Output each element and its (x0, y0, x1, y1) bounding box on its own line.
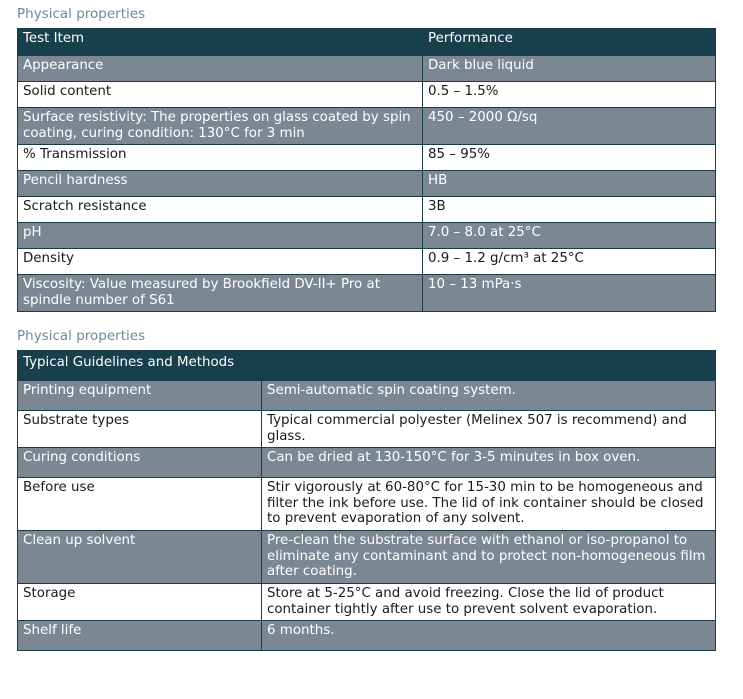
performance-cell: 7.0 – 8.0 at 25°C (423, 223, 716, 249)
table-row (18, 171, 716, 197)
guidelines-methods-table (17, 350, 716, 651)
performance-cell: 450 – 2000 Ω/sq (423, 108, 716, 145)
test-performance-table (17, 28, 716, 312)
performance-cell: 0.5 – 1.5% (423, 82, 716, 108)
table-row (18, 531, 716, 584)
test-item-cell: Viscosity: Value measured by Brookfield DV-II+ Pro at spindle number of S61 (18, 275, 423, 312)
header-performance: Performance (423, 29, 716, 56)
guideline-value-cell: Typical commercial polyester (Melinex 507 is recommend) and glass. (262, 411, 716, 448)
table-row (18, 584, 716, 621)
table-row (18, 381, 716, 411)
guideline-label-cell: Substrate types (18, 411, 262, 448)
performance-cell: HB (423, 171, 716, 197)
guideline-label-cell: Storage (18, 584, 262, 621)
performance-cell: 10 – 13 mPa·s (423, 275, 716, 312)
test-item-cell: Density (18, 249, 423, 275)
guideline-value-cell: Store at 5-25°C and avoid freezing. Close the lid of product container tightly after use to prevent solvent evaporation. (262, 584, 716, 621)
test-item-cell: pH (18, 223, 423, 249)
test-item-cell: % Transmission (18, 145, 423, 171)
table-row (18, 82, 716, 108)
guideline-value-cell: Can be dried at 130-150°C for 3-5 minutes in box oven. (262, 448, 716, 478)
performance-cell: 0.9 – 1.2 g/cm³ at 25°C (423, 249, 716, 275)
section-title-physical-properties-2: Physical properties (17, 328, 146, 344)
guideline-value-cell: 6 months. (262, 621, 716, 651)
header-test-item: Test Item (18, 29, 423, 56)
test-item-cell: Solid content (18, 82, 423, 108)
table-row (18, 145, 716, 171)
test-item-cell: Pencil hardness (18, 171, 423, 197)
table-row (18, 478, 716, 531)
guideline-label-cell: Before use (18, 478, 262, 531)
guideline-value-cell: Semi-automatic spin coating system. (262, 381, 716, 411)
guideline-label-cell: Clean up solvent (18, 531, 262, 584)
table-row (18, 621, 716, 651)
table-row (18, 197, 716, 223)
test-item-cell: Appearance (18, 56, 423, 82)
table-row (18, 223, 716, 249)
section-title-physical-properties: Physical properties (17, 6, 146, 22)
test-item-cell: Scratch resistance (18, 197, 423, 223)
table-row (18, 56, 716, 82)
guideline-label-cell: Curing conditions (18, 448, 262, 478)
table-header-row (18, 29, 716, 56)
table-row (18, 275, 716, 312)
performance-cell: 3B (423, 197, 716, 223)
guideline-value-cell: Stir vigorously at 60-80°C for 15-30 min to be homogeneous and filter the ink before use. The lid of ink container should be closed to prevent evaporation of any solvent. (262, 478, 716, 531)
test-item-cell: Surface resistivity: The properties on glass coated by spin coating, curing condition: 130°C for 3 min (18, 108, 423, 145)
guideline-label-cell: Printing equipment (18, 381, 262, 411)
performance-cell: 85 – 95% (423, 145, 716, 171)
table-header-row (18, 351, 716, 381)
table-row (18, 108, 716, 145)
performance-cell: Dark blue liquid (423, 56, 716, 82)
table-row (18, 249, 716, 275)
table-row (18, 448, 716, 478)
guideline-value-cell: Pre-clean the substrate surface with ethanol or iso-propanol to eliminate any contaminant and to protect non-homogeneous film after coating. (262, 531, 716, 584)
guideline-label-cell: Shelf life (18, 621, 262, 651)
header-guidelines-methods: Typical Guidelines and Methods (18, 351, 716, 381)
table-row (18, 411, 716, 448)
